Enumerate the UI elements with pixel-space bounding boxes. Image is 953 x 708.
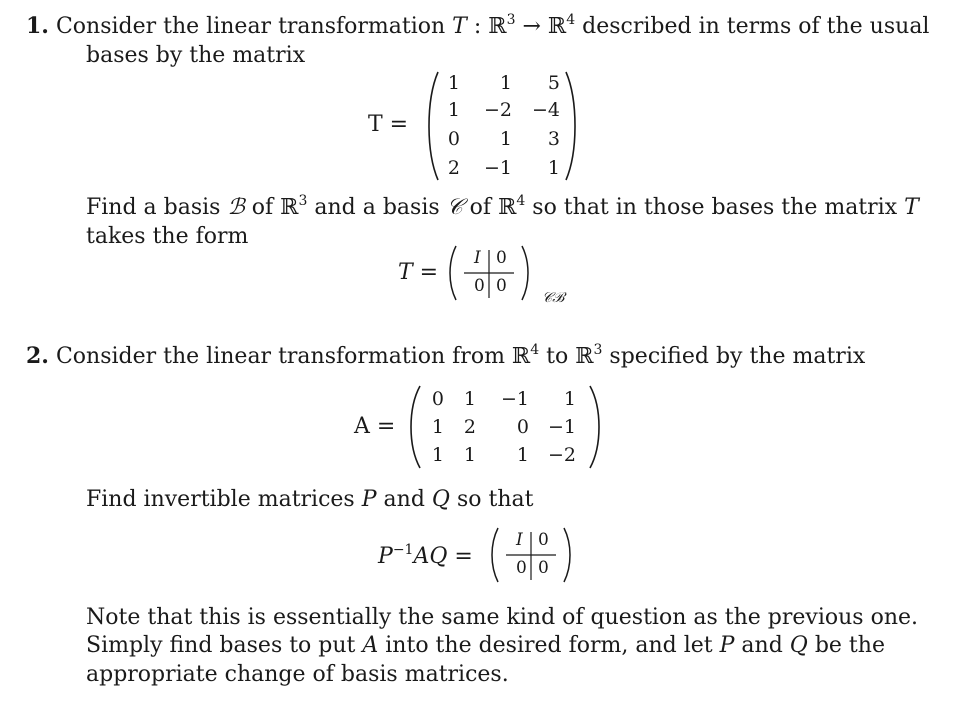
left-paren [446,244,458,302]
block-zero: 0 [516,558,527,578]
matrix-A [354,384,604,470]
problem-1-text: of [462,195,499,220]
matrix-T-cell: −4 [531,99,560,121]
real-symbol: ℝ [488,14,507,39]
problem-1-line-2: bases by the matrix [86,43,306,68]
colon: : [466,14,489,39]
var-P: P [719,633,735,658]
real-symbol: ℝ [498,195,517,220]
problem-2-line-1 [26,342,866,369]
problem-2-text: so that [449,487,534,512]
matrix-A-cell: −1 [547,416,576,438]
problem-1-text: so that in those bases the matrix [525,195,905,220]
note-line-3: appropriate change of basis matrices. [86,662,509,687]
block-matrix-2-label [378,542,473,569]
exponent: 4 [566,12,576,28]
problem-2-number: 2. [26,343,49,369]
var-T: T [452,14,467,39]
matrix-A-cell: 1 [431,416,444,438]
right-paren [564,70,580,182]
block-matrix-1-label: T = [398,260,439,285]
problem-2-text: Consider the linear transformation from [55,344,512,369]
matrix-T-cell: −1 [483,157,512,179]
problem-2-text: and [376,487,432,512]
problem-1-text: and a basis [307,195,447,220]
exponent: 4 [516,193,526,209]
problem-1-text: of [244,195,281,220]
matrix-T-cell: 3 [547,128,560,150]
left-paren [488,526,500,584]
exponent: 3 [593,342,603,358]
matrix-T-cell: 1 [499,128,512,150]
problem-1-number: 1. [26,13,49,39]
matrix-A-cell: 1 [463,388,476,410]
matrix-A-cell: −1 [500,388,529,410]
block-matrix-1 [398,244,578,308]
matrix-T-cell: −2 [483,99,512,121]
basis-C-symbol: 𝒞 [446,195,463,220]
problem-1-line-4: takes the form [86,224,249,249]
real-symbol: ℝ [511,344,531,369]
note-text: into the desired form, and let [378,633,720,658]
note-text: and [734,633,790,658]
matrix-A-cell: 1 [516,444,529,466]
note-text: be the [807,633,885,658]
matrix-A-cell: 2 [463,416,476,438]
var-A: A [362,633,379,658]
real-symbol: ℝ [280,195,299,220]
block-identity: I [474,248,481,268]
block-zero: 0 [538,558,549,578]
matrix-T [368,70,588,182]
var-AQ: AQ [413,544,448,569]
problem-2-text: Find invertible matrices [86,487,362,512]
basis-B-symbol: ℬ [227,195,245,220]
block-zero: 0 [496,276,507,296]
exponent: 4 [530,342,540,358]
matrix-T-cell: 1 [499,72,512,94]
arrow-symbol: → [515,14,548,39]
matrix-T-cell: 5 [547,72,560,94]
block-identity: I [516,530,523,550]
matrix-A-cell: 1 [431,444,444,466]
note-line-2 [86,635,885,657]
block-matrix-2 [378,526,588,588]
matrix-A-cell: 1 [563,388,576,410]
block-divider [460,248,518,300]
var-T: T [904,195,919,220]
block-subscript: 𝒞ℬ [542,290,564,306]
problem-1-line-1 [26,12,930,39]
note-line-1: Note that this is essentially the same kind of question as the previous one. [86,605,919,630]
right-paren [520,244,532,302]
matrix-A-cell: 0 [516,416,529,438]
equals-sign: = [447,544,473,569]
var-P: P [378,544,393,569]
problem-1-line-3 [86,193,919,220]
var-Q: Q [789,633,808,658]
problem-2-text: to [539,344,576,369]
problem-1-text: Consider the linear transformation [55,14,453,39]
exponent: 3 [298,193,308,209]
real-symbol: ℝ [575,344,594,369]
matrix-T-cell: 2 [447,157,460,179]
var-Q: Q [431,487,450,512]
problem-1-text: Find a basis [86,195,228,220]
matrix-T-label: T = [368,112,409,137]
block-divider [502,530,560,582]
matrix-A-label: A = [354,414,396,439]
matrix-A-cell: 0 [431,388,444,410]
real-symbol: ℝ [547,14,567,39]
exponent: 3 [506,12,516,28]
matrix-T-cell: 0 [447,128,460,150]
right-paren [562,526,574,584]
matrix-A-cell: −2 [547,444,576,466]
block-zero: 0 [496,248,507,268]
matrix-A-cell: 1 [463,444,476,466]
note-text: Simply find bases to put [86,633,363,658]
block-zero: 0 [538,530,549,550]
block-zero: 0 [474,276,485,296]
matrix-T-cell: 1 [447,72,460,94]
right-paren [588,384,604,470]
matrix-T-cell: 1 [447,99,460,121]
problem-1-text: described in terms of the usual [575,14,930,39]
problem-2-text: specified by the matrix [602,344,866,369]
matrix-T-cell: 1 [547,157,560,179]
exponent: −1 [392,542,414,558]
var-P: P [361,487,377,512]
problem-2-line-2 [86,489,533,511]
